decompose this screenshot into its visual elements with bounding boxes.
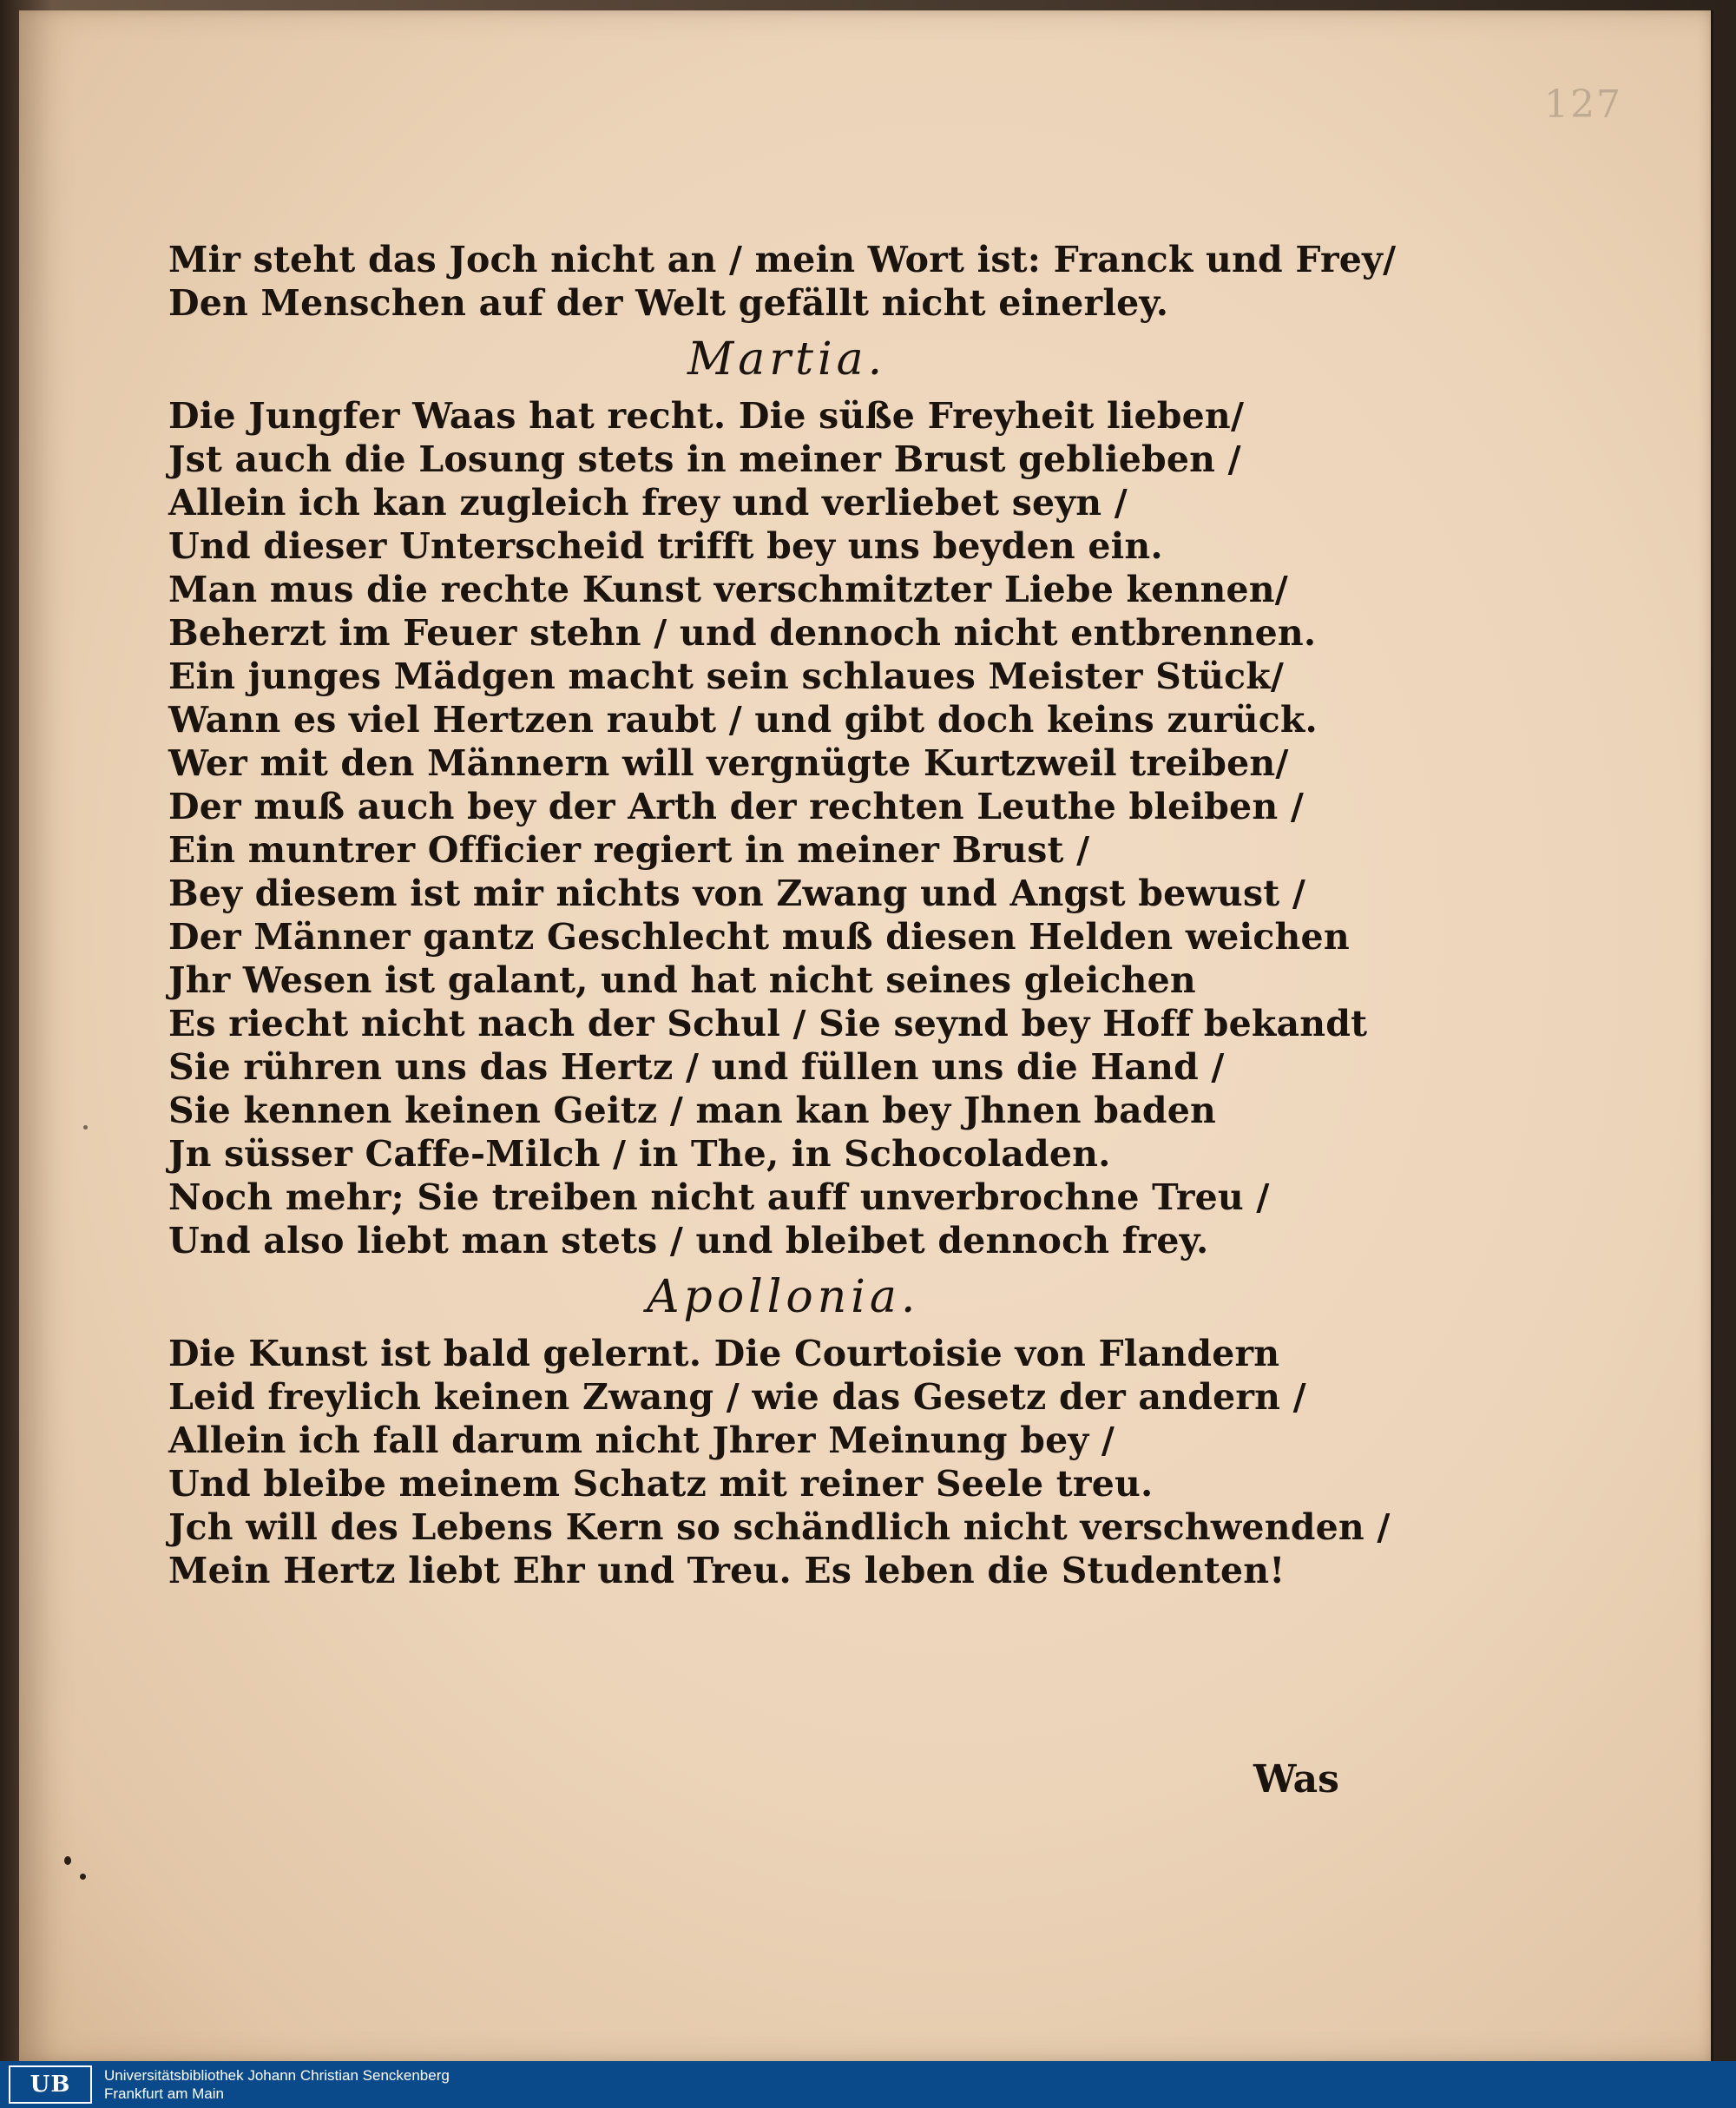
ink-speck <box>80 1874 86 1880</box>
verse-line: Noch mehr; Sie treiben nicht auff unverbrochne Treu / <box>168 1176 1270 1218</box>
library-city-line: Frankfurt am Main <box>104 2085 224 2102</box>
verse-line: Sie kennen keinen Geitz / man kan bey Jhnen baden <box>168 1090 1217 1131</box>
speaker-heading: Apollonia. <box>647 1271 920 1323</box>
verse-line: Man mus die rechte Kunst verschmitzter Liebe kennen/ <box>168 569 1288 610</box>
ink-speck <box>64 1856 71 1865</box>
verse-line: Wer mit den Männern will vergnügte Kurtzweil treiben/ <box>168 742 1289 784</box>
ink-speck <box>83 1125 88 1130</box>
verse-line: Der Männer gantz Geschlecht muß diesen Helden weichen <box>168 916 1350 958</box>
verse-line: Und bleibe meinem Schatz mit reiner Seele treu. <box>168 1463 1154 1505</box>
library-name <box>104 2066 450 2103</box>
poem-text <box>168 238 1401 1592</box>
verse-line: Wann es viel Hertzen raubt / und gibt doch keins zurück. <box>168 699 1318 741</box>
verse-line: Allein ich kan zugleich frey und verliebet seyn / <box>168 482 1128 524</box>
verse-line: Sie rühren uns das Hertz / und füllen uns die Hand / <box>168 1046 1225 1088</box>
page-number: 127 <box>1544 82 1622 127</box>
verse-line: Jst auch die Losung stets in meiner Brust geblieben / <box>168 438 1241 480</box>
verse-line: Und also liebt man stets / und bleibet dennoch frey. <box>168 1220 1209 1262</box>
library-name-line: Universitätsbibliothek Johann Christian Senckenberg <box>104 2067 450 2084</box>
verse-line: Es riecht nicht nach der Schul / Sie seynd bey Hoff bekandt <box>168 1003 1368 1044</box>
verse-line: Ein junges Mädgen macht sein schlaues Meister Stück/ <box>168 655 1285 697</box>
speaker-heading: Martia. <box>687 333 887 385</box>
library-footer <box>0 2061 1736 2108</box>
verse-line: Die Jungfer Waas hat recht. Die süße Freyheit lieben/ <box>168 395 1245 437</box>
verse-line: Die Kunst ist bald gelernt. Die Courtoisie von Flandern <box>168 1333 1280 1374</box>
verse-line: Und dieser Unterscheid trifft bey uns beyden ein. <box>168 525 1163 567</box>
verse-line: Beherzt im Feuer stehn / und dennoch nicht entbrennen. <box>168 612 1317 654</box>
library-logo: UB <box>9 2065 92 2104</box>
verse-line: Jn süsser Caffe-Milch / in The, in Schocoladen. <box>168 1133 1111 1175</box>
verse-line: Leid freylich keinen Zwang / wie das Gesetz der andern / <box>168 1376 1306 1418</box>
verse-line: Jhr Wesen ist galant, und hat nicht seines gleichen <box>168 959 1196 1001</box>
verse-line: Ein muntrer Officier regiert in meiner Brust / <box>168 829 1090 871</box>
page-edge <box>1711 10 1713 2061</box>
verse-line: Der muß auch bey der Arth der rechten Leuthe bleiben / <box>168 786 1305 827</box>
verse-line: Jch will des Lebens Kern so schändlich nicht verschwenden / <box>168 1506 1391 1548</box>
catchword: Was <box>1253 1757 1339 1802</box>
verse-line: Mir steht das Joch nicht an / mein Wort ist: Franck und Frey/ <box>168 239 1397 280</box>
verse-line: Den Menschen auf der Welt gefällt nicht einerley. <box>168 282 1169 324</box>
verse-line: Mein Hertz liebt Ehr und Treu. Es leben die Studenten! <box>168 1550 1286 1591</box>
verse-line: Allein ich fall darum nicht Jhrer Meinung bey / <box>168 1420 1115 1461</box>
paper-sheet <box>19 10 1713 2061</box>
verse-line: Bey diesem ist mir nichts von Zwang und Angst bewust / <box>168 873 1306 914</box>
